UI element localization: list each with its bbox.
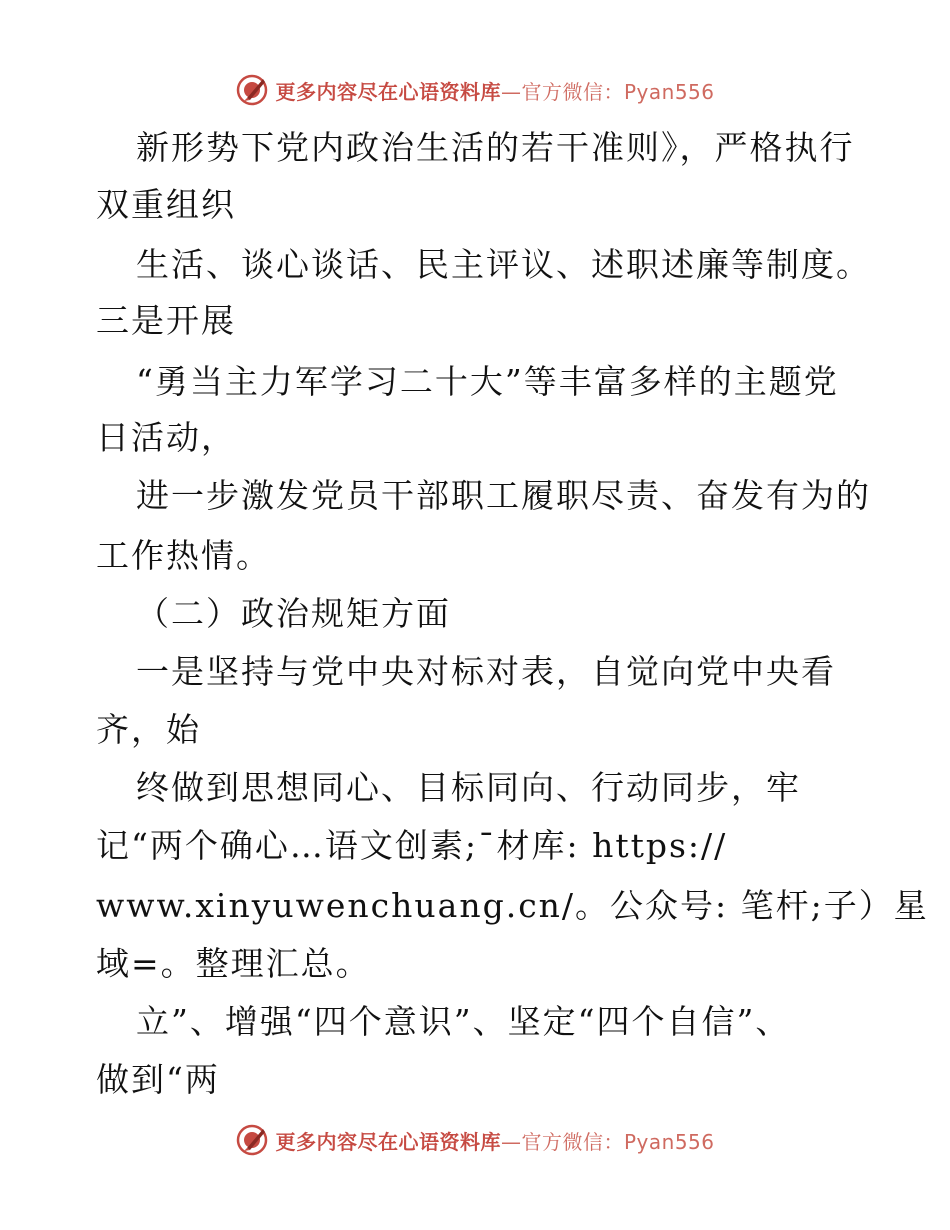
- body-line: 齐，始: [96, 710, 201, 749]
- body-line: 双重组织: [96, 185, 236, 224]
- banner-main-text: 更多内容尽在心语资料库: [275, 1129, 501, 1154]
- body-line: 三是开展: [96, 301, 236, 340]
- banner-separator: —: [500, 1129, 522, 1154]
- body-line: “勇当主力军学习二十大”等丰富多样的主题党: [136, 362, 839, 401]
- body-line: 日活动，: [96, 418, 236, 457]
- body-line: 进一步激发党员干部职工履职尽责、奋发有为的: [136, 476, 871, 515]
- section-heading: （二）政治规矩方面: [136, 594, 451, 633]
- body-line: 工作热情。: [96, 536, 271, 575]
- pen-logo-icon: [235, 73, 269, 107]
- banner-wechat-id: Pyan556: [623, 1129, 715, 1154]
- footer-banner: [0, 1122, 950, 1158]
- banner-separator: —: [500, 79, 522, 104]
- body-line: 生活、谈心谈话、民主评议、述职述廉等制度。: [136, 245, 871, 284]
- body-line: 一是坚持与党中央对标对表，自觉向党中央看: [136, 652, 836, 691]
- header-banner: [0, 72, 950, 108]
- body-line: 终做到思想同心、目标同向、行动同步，牢: [136, 768, 801, 807]
- body-line: 域=。整理汇总。: [96, 944, 371, 983]
- body-line: www.xinyuwenchuang.cn/。公众号: 笔杆;子）星: [96, 886, 929, 925]
- pen-logo-icon: [235, 1123, 269, 1157]
- body-line: 新形势下党内政治生活的若干准则》，严格执行: [136, 128, 855, 167]
- body-line: 立”、增强“四个意识”、坚定“四个自信”、: [136, 1002, 791, 1041]
- body-line: 记“两个确心…语文创素;¯材库: https://: [96, 826, 728, 865]
- banner-wechat-id: Pyan556: [623, 79, 715, 104]
- banner-main-text: 更多内容尽在心语资料库: [275, 79, 501, 104]
- banner-sub-text: 官方微信：: [521, 79, 624, 104]
- banner-sub-text: 官方微信：: [521, 1129, 624, 1154]
- body-line: 做到“两: [96, 1060, 220, 1099]
